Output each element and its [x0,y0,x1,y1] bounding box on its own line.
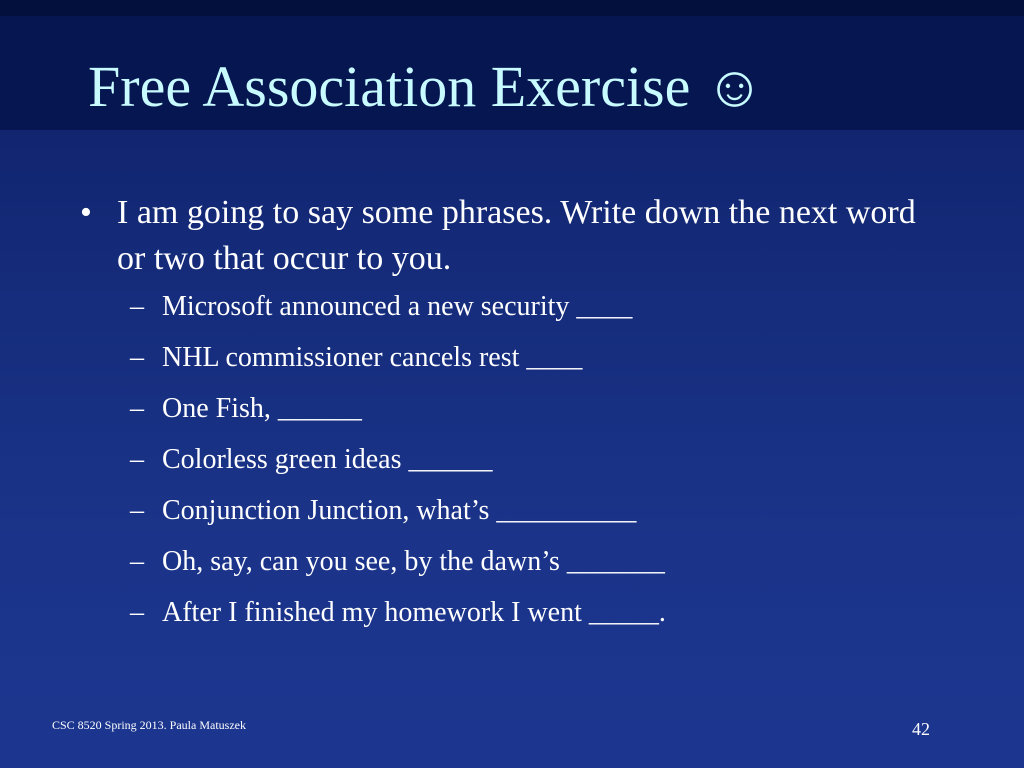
sub-bullet-item [130,494,960,545]
dash-marker: – [130,546,144,577]
sub-bullet-item [130,341,960,392]
dash-marker: – [130,342,144,373]
dash-marker: – [130,495,144,526]
dash-marker: – [130,597,144,628]
sub-bullet-item [130,290,960,341]
bullet-text: I am going to say some phrases. Write down the next word or two that occur to you. [117,194,916,277]
bullet-list [80,190,960,647]
dash-marker: – [130,444,144,475]
sub-bullet-item [130,443,960,494]
slide-number: 42 [912,719,930,739]
sub-bullet-text: NHL commissioner cancels rest ____ [162,342,583,373]
sub-bullet-text: Conjunction Junction, what’s __________ [162,495,637,526]
bullet-marker: • [80,194,92,231]
footer-credit: CSC 8520 Spring 2013. Paula Matuszek [52,718,246,732]
sub-bullet-text: Microsoft announced a new security ____ [162,291,633,322]
sub-bullet-item [130,392,960,443]
bullet-item [80,190,960,282]
dash-marker: – [130,393,144,424]
sub-bullet-list [130,290,960,647]
dash-marker: – [130,291,144,322]
sub-bullet-item [130,596,960,647]
sub-bullet-text: One Fish, ______ [162,393,362,424]
sub-bullet-text: Colorless green ideas ______ [162,444,493,475]
sub-bullet-text: Oh, say, can you see, by the dawn’s _______ [162,546,665,577]
slide-title: Free Association Exercise ☺ [88,54,765,119]
sub-bullet-text: After I finished my homework I went _____. [162,597,666,628]
sub-bullet-item [130,545,960,596]
